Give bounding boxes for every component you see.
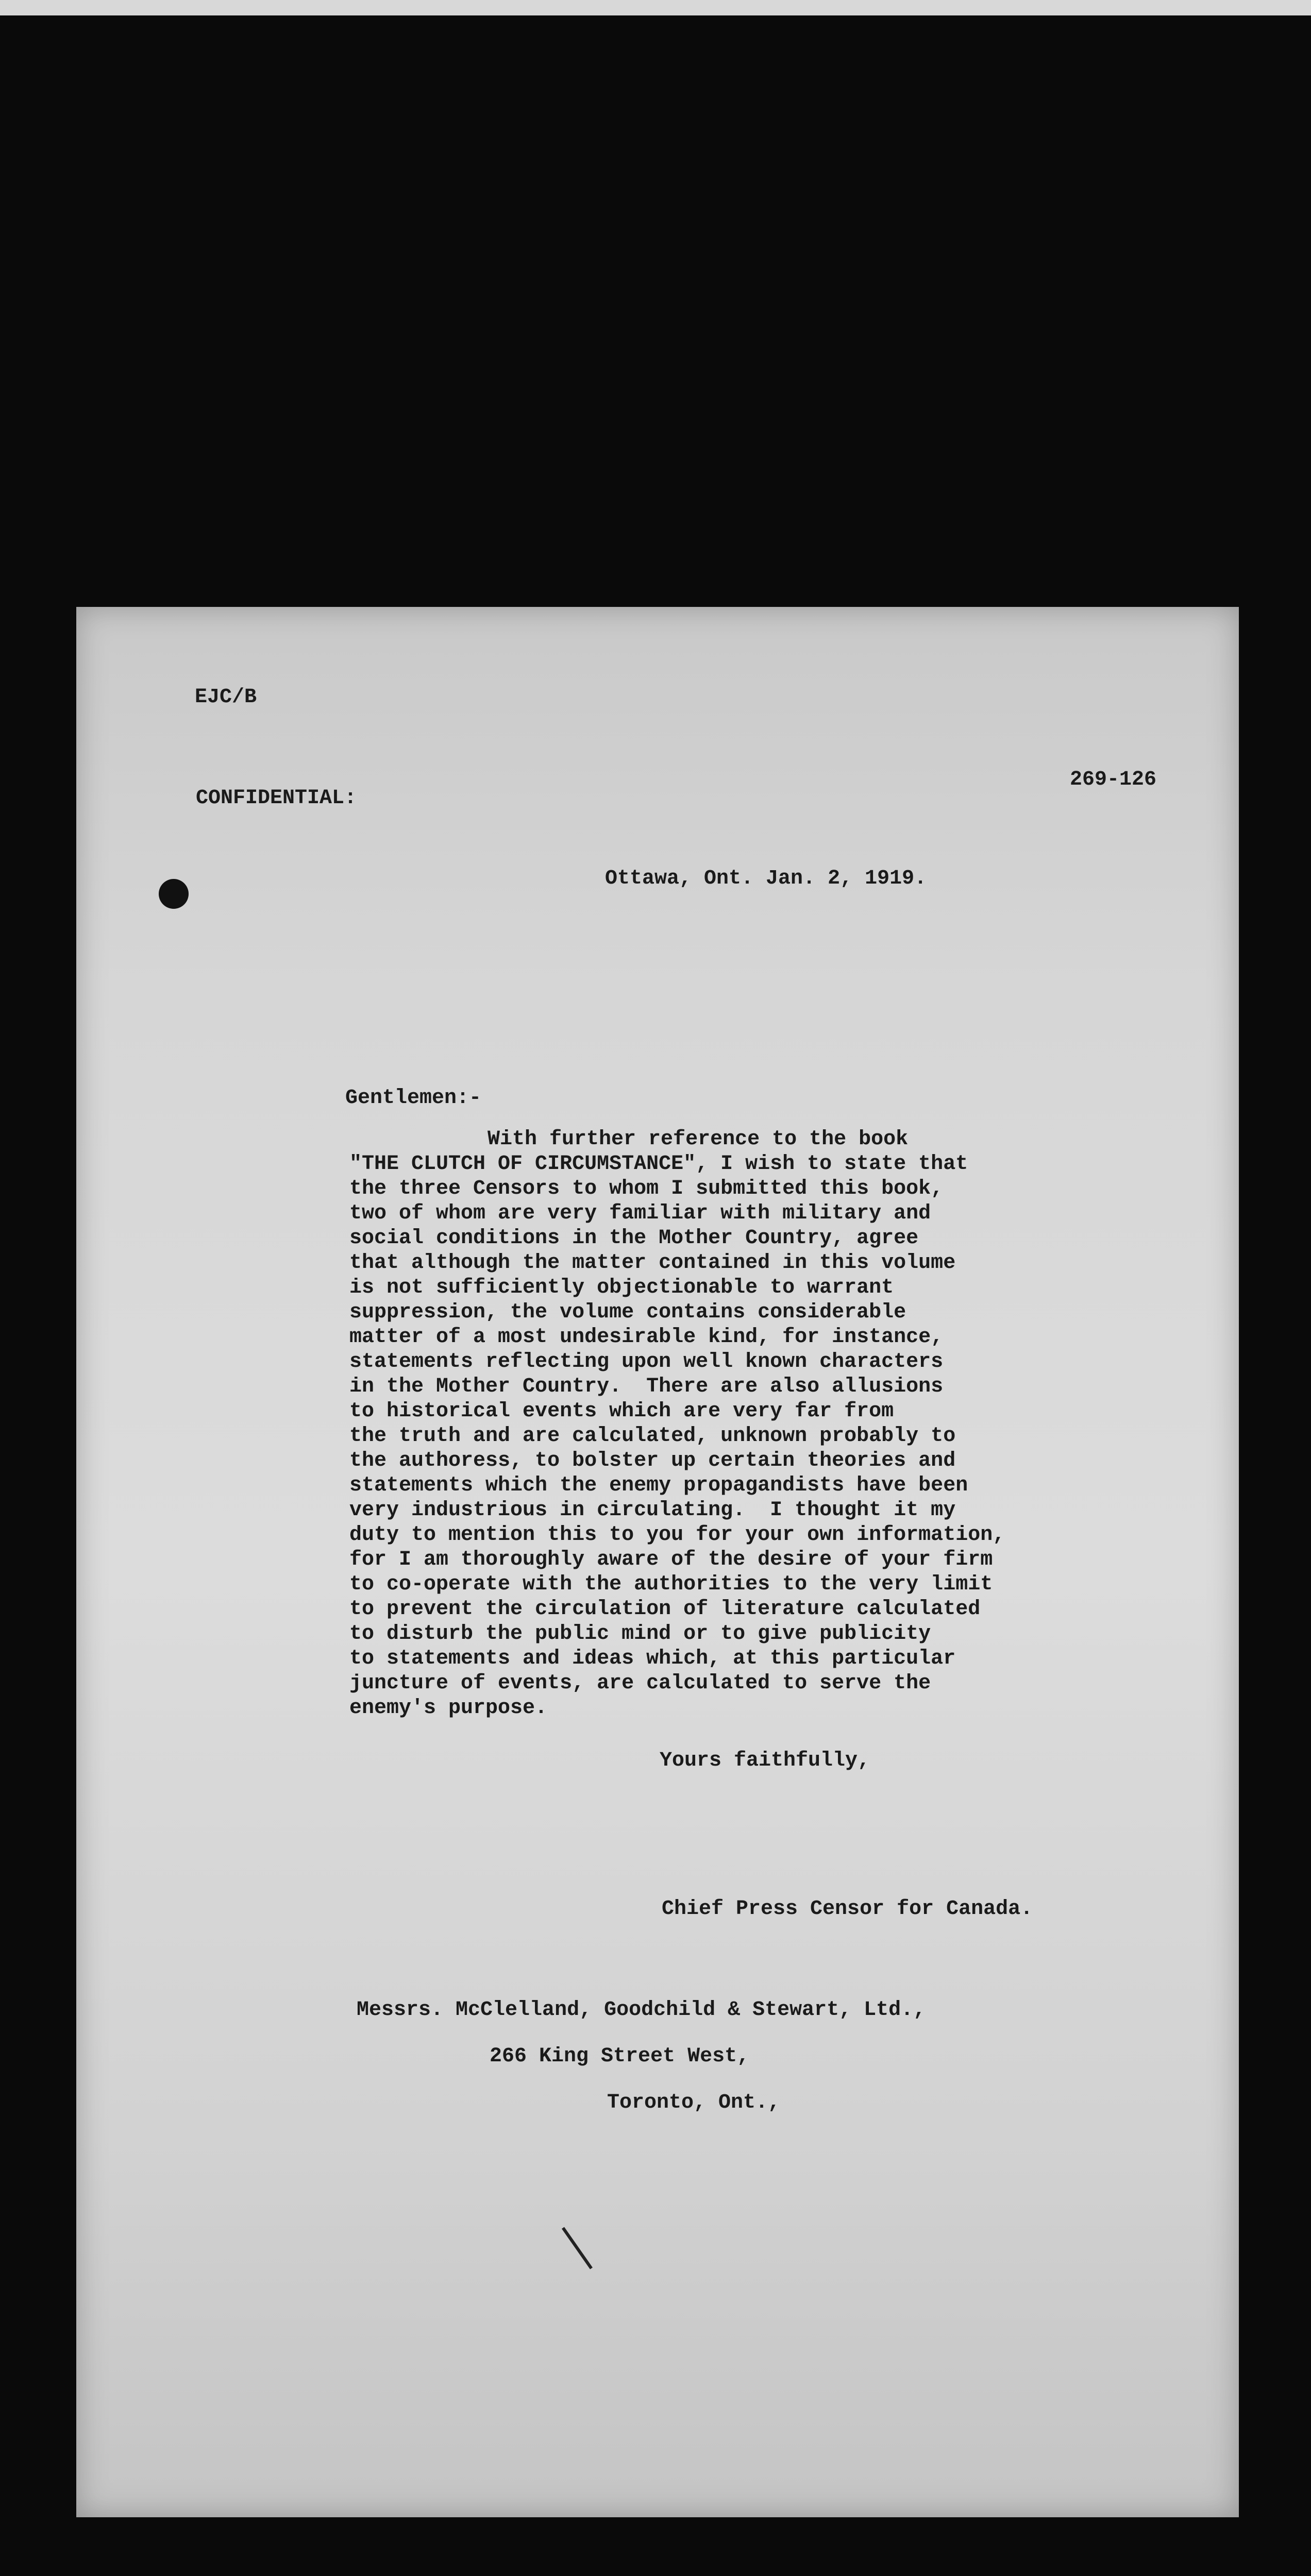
body-line: juncture of events, are calculated to serve the: [349, 1672, 931, 1695]
letter-page: [76, 607, 1239, 2517]
body-line: suppression, the volume contains considerable: [349, 1301, 906, 1324]
body-line: matter of a most undesirable kind, for instance,: [349, 1326, 944, 1349]
dateline: Ottawa, Ont. Jan. 2, 1919.: [605, 867, 927, 890]
body-line: in the Mother Country. There are also allusions: [349, 1375, 944, 1398]
pencil-mark: [562, 2227, 593, 2269]
classification-label: CONFIDENTIAL:: [196, 787, 357, 810]
body-line: to co-operate with the authorities to the very limit: [349, 1573, 993, 1596]
body-line: duty to mention this to you for your own information,: [349, 1523, 1005, 1547]
addressee-street: 266 King Street West,: [490, 2045, 750, 2068]
body-line: statements which the enemy propagandists have been: [349, 1474, 968, 1497]
signature-title: Chief Press Censor for Canada.: [662, 1897, 1033, 1921]
body-line: two of whom are very familiar with military and: [349, 1202, 931, 1225]
body-line: "THE CLUTCH OF CIRCUMSTANCE", I wish to state that: [349, 1153, 968, 1176]
body-line: to disturb the public mind or to give publicity: [349, 1622, 931, 1646]
body-line: for I am thoroughly aware of the desire of your firm: [349, 1548, 993, 1571]
body-line: is not sufficiently objectionable to warrant: [349, 1276, 894, 1299]
body-line: the truth and are calculated, unknown probably to: [349, 1425, 956, 1448]
body-line: to statements and ideas which, at this particular: [349, 1647, 956, 1670]
body-line: to historical events which are very far from: [349, 1400, 894, 1423]
reference-initials: EJC/B: [195, 686, 257, 709]
body-line: the three Censors to whom I submitted this book,: [349, 1177, 944, 1200]
body-line: statements reflecting upon well known characters: [349, 1350, 944, 1374]
punch-hole: [159, 879, 189, 909]
addressee-name: Messrs. McClelland, Goodchild & Stewart, Ltd.,: [357, 1998, 926, 2022]
body-line: enemy's purpose.: [349, 1697, 548, 1720]
addressee-city: Toronto, Ont.,: [607, 2091, 781, 2114]
body-line: to prevent the circulation of literature calculated: [349, 1598, 981, 1621]
salutation: Gentlemen:-: [345, 1087, 482, 1110]
body-line: very industrious in circulating. I thought it my: [349, 1499, 956, 1522]
body-line: that although the matter contained in this volume: [349, 1251, 956, 1275]
body-line: With further reference to the book: [488, 1128, 909, 1151]
file-number: 269-126: [1070, 768, 1157, 791]
closing: Yours faithfully,: [660, 1749, 870, 1772]
film-top-strip: [0, 0, 1311, 15]
body-line: the authoress, to bolster up certain theories and: [349, 1449, 956, 1472]
letter-body: [349, 1127, 1005, 1721]
body-line: social conditions in the Mother Country, agree: [349, 1227, 919, 1250]
